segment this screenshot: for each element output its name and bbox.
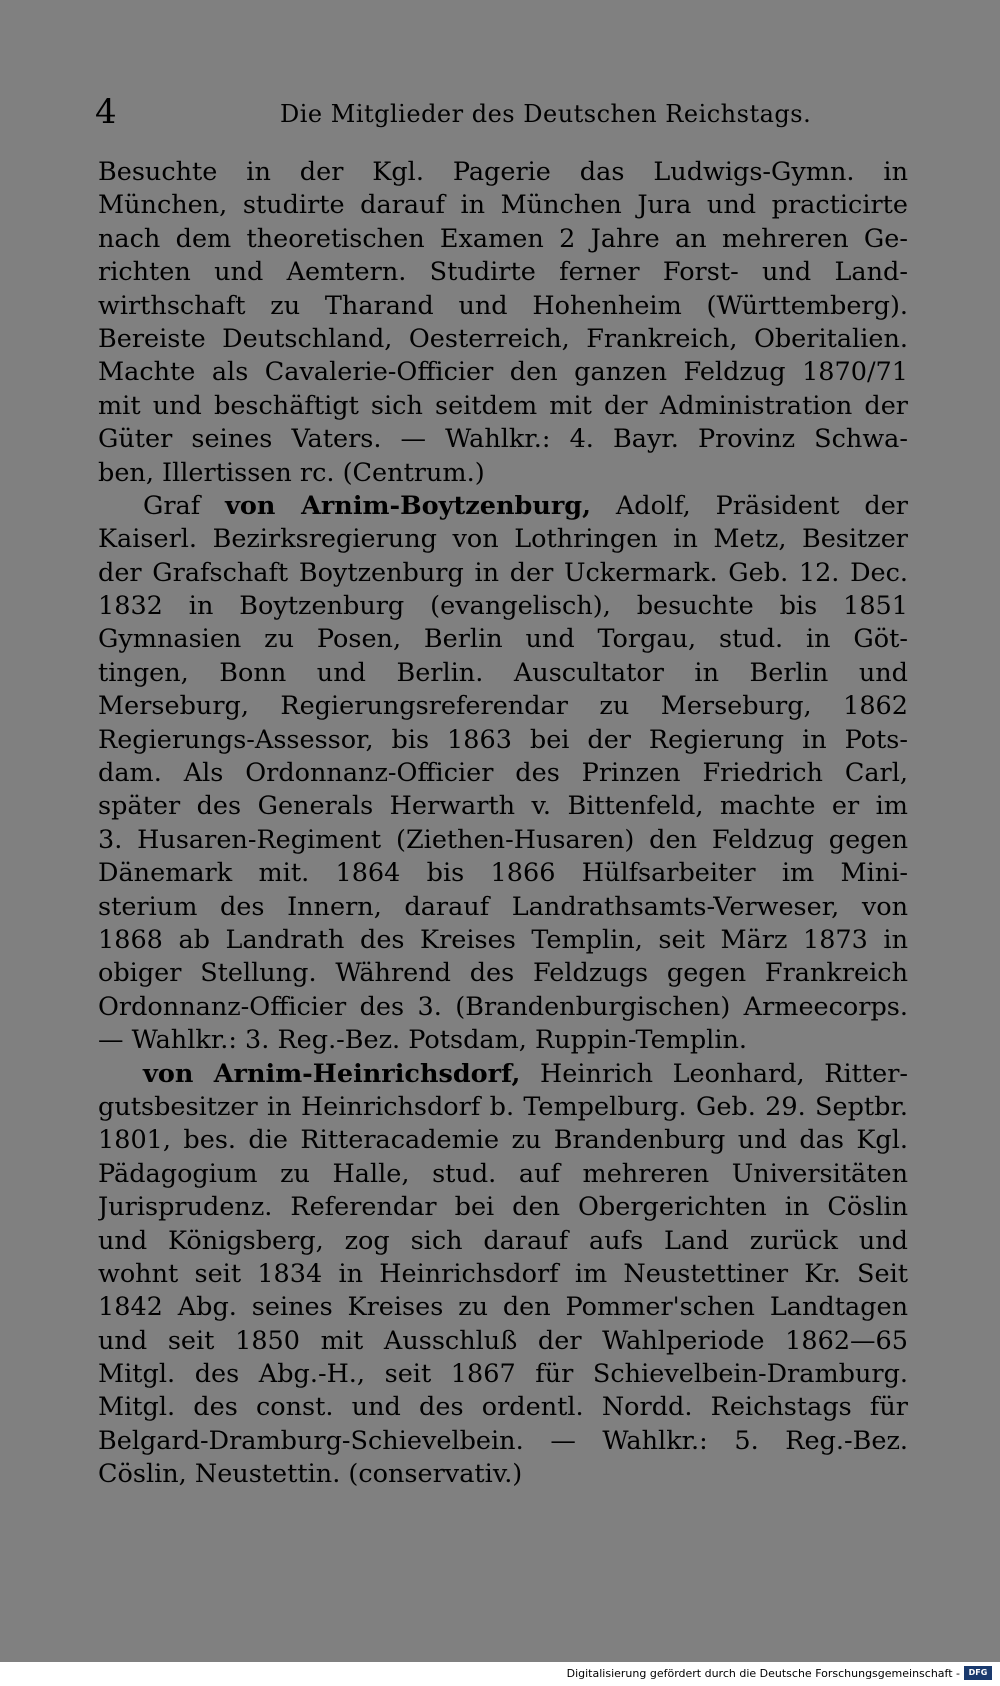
text-line: Pädagogium zu Halle, stud. auf mehreren Universitäten xyxy=(98,1158,908,1189)
dfg-logo-icon: DFG xyxy=(964,1666,992,1680)
text-line: Regierungs-Assessor, bis 1863 bei der Regierung in Pots- xyxy=(98,724,908,755)
text-line: dam. Als Ordonnanz-Officier des Prinzen Friedrich Carl, xyxy=(98,758,908,789)
text-line: Mitgl. des Abg.-H., seit 1867 für Schievelbein-Dramburg. xyxy=(98,1359,908,1390)
text-line: 1868 ab Landrath des Kreises Templin, seit März 1873 in xyxy=(98,924,908,955)
running-title: Die Mitglieder des Deutschen Reichstags. xyxy=(280,100,812,128)
text-line: — Wahlkr.: 3. Reg.-Bez. Potsdam, Ruppin-Templin. xyxy=(98,1025,748,1056)
text-line: ben, Illertissen rc. (Centrum.) xyxy=(98,457,485,488)
entry-heading-line xyxy=(98,1058,908,1091)
text-line: und seit 1850 mit Ausschluß der Wahlperiode 1862—65 xyxy=(98,1325,908,1356)
page-number: 4 xyxy=(95,92,117,132)
digitization-credit: Digitalisierung gefördert durch die Deutsche Forschungsgemeinschaft - xyxy=(566,1667,960,1680)
entry-heading-line xyxy=(98,490,908,523)
text-line: Machte als Cavalerie-Officier den ganzen Feldzug 1870/71 xyxy=(98,357,908,388)
text-line: tingen, Bonn und Berlin. Auscultator in Berlin und xyxy=(98,657,908,688)
text-line: Gymnasien zu Posen, Berlin und Torgau, stud. in Göt- xyxy=(98,624,908,655)
text-line: Merseburg, Regierungsreferendar zu Merseburg, 1862 xyxy=(98,691,908,722)
text-line: obiger Stellung. Während des Feldzugs gegen Frankreich xyxy=(98,958,908,989)
running-head xyxy=(95,90,905,134)
text-line: und Königsberg, zog sich darauf aufs Land zurück und xyxy=(98,1225,908,1256)
text-line: Ordonnanz-Officier des 3. (Brandenburgischen) Armeecorps. xyxy=(98,991,908,1022)
entry-prefix: Graf xyxy=(143,490,226,521)
text-line: mit und beschäftigt sich seitdem mit der Administration der xyxy=(98,390,908,421)
text-line: Jurisprudenz. Referendar bei den Obergerichten in Cöslin xyxy=(98,1192,908,1223)
text-line: 3. Husaren-Regiment (Ziethen-Husaren) den Feldzug gegen xyxy=(98,824,908,855)
entry-heading-rest: Heinrich Leonhard, Ritter- xyxy=(520,1058,908,1089)
text-line: 1801, bes. die Ritteracademie zu Brandenburg und das Kgl. xyxy=(98,1125,908,1156)
text-line: Cöslin, Neustettin. (conservativ.) xyxy=(98,1459,523,1490)
text-line: München, studirte darauf in München Jura und practicirte xyxy=(98,190,908,221)
text-line: Besuchte in der Kgl. Pagerie das Ludwigs-Gymn. in xyxy=(98,157,908,187)
text-line: nach dem theoretischen Examen 2 Jahre an mehreren Ge- xyxy=(98,223,908,254)
entry-name: von Arnim-Heinrichsdorf, xyxy=(143,1058,521,1089)
footer-bar xyxy=(0,1662,1000,1686)
text-line: Kaiserl. Bezirksregierung von Lothringen in Metz, Besitzer xyxy=(98,524,908,555)
text-line: wirthschaft zu Tharand und Hohenheim (Württemberg). xyxy=(98,290,908,321)
text-line: richten und Aemtern. Studirte ferner Forst- und Land- xyxy=(98,257,908,288)
body-text xyxy=(98,156,908,1492)
text-line: der Grafschaft Boytzenburg in der Uckermark. Geb. 12. Dec. xyxy=(98,557,908,588)
text-line: Bereiste Deutschland, Oesterreich, Frankreich, Oberitalien. xyxy=(98,323,908,354)
text-line: Güter seines Vaters. — Wahlkr.: 4. Bayr. Provinz Schwa- xyxy=(98,424,908,455)
text-line: sterium des Innern, darauf Landrathsamts-Verweser, von xyxy=(98,891,908,922)
entry-name: von Arnim-Boytzenburg, xyxy=(225,490,592,521)
entry-heading-rest: Adolf, Präsident der xyxy=(591,490,908,521)
text-line: gutsbesitzer in Heinrichsdorf b. Tempelburg. Geb. 29. Septbr. xyxy=(98,1091,908,1122)
text-line: wohnt seit 1834 in Heinrichsdorf im Neustettiner Kr. Seit xyxy=(98,1258,908,1289)
text-line: Mitgl. des const. und des ordentl. Nordd. Reichstags für xyxy=(98,1392,908,1423)
text-line: Dänemark mit. 1864 bis 1866 Hülfsarbeiter im Mini- xyxy=(98,858,908,889)
text-line: 1832 in Boytzenburg (evangelisch), besuchte bis 1851 xyxy=(98,591,908,622)
text-line: später des Generals Herwarth v. Bittenfeld, machte er im xyxy=(98,791,908,822)
text-line: Belgard-Dramburg-Schievelbein. — Wahlkr.: 5. Reg.-Bez. xyxy=(98,1425,908,1456)
text-line: 1842 Abg. seines Kreises zu den Pommer'schen Landtagen xyxy=(98,1292,908,1323)
